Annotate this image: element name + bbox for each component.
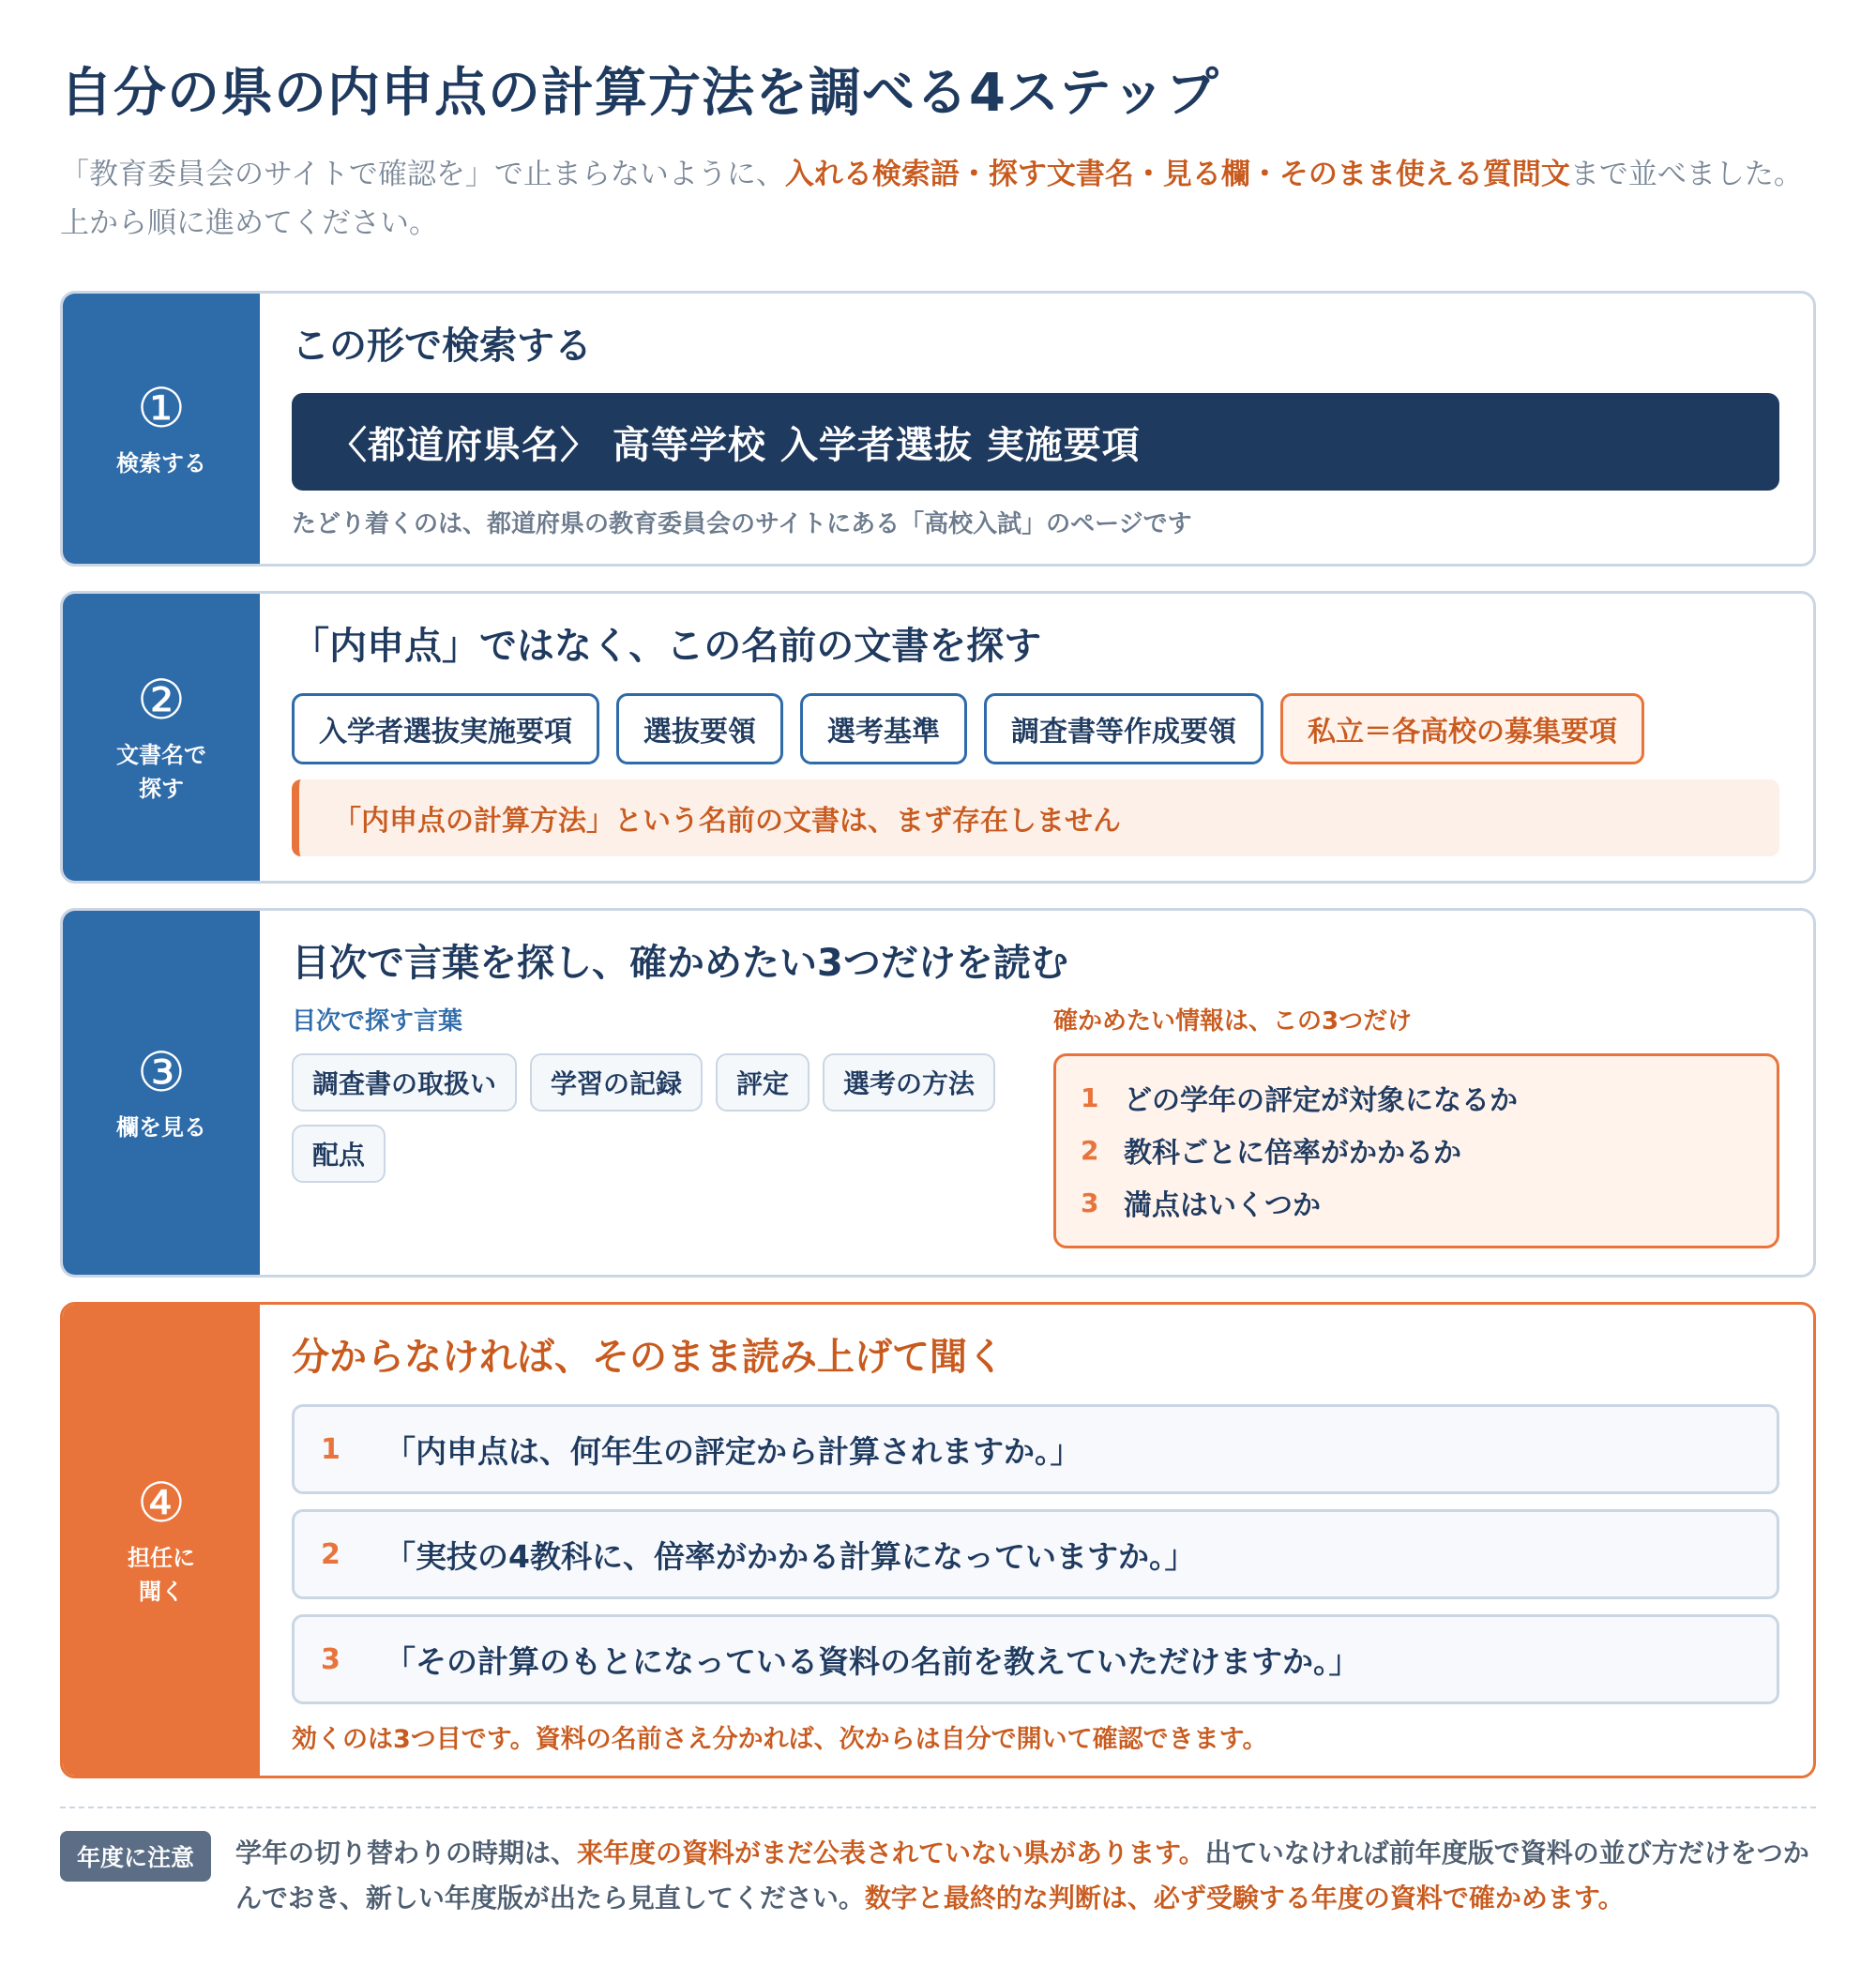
keyword-tag: 評定 <box>716 1053 809 1112</box>
step-3-title: 目次で言葉を探し、確かめたい3つだけを読む <box>292 942 1068 985</box>
step-1-card <box>60 291 1816 567</box>
footer-text-1: 学年の切り替わりの時期は、 <box>235 1837 578 1868</box>
toc-keywords-column <box>292 1003 1025 1248</box>
check-item-number: 2 <box>1081 1134 1099 1166</box>
step-4-number: ④ <box>137 1471 186 1535</box>
check-item-text: 満点はいくつか <box>1124 1189 1321 1222</box>
question-item <box>292 1404 1779 1494</box>
step-3-columns <box>292 1003 1779 1248</box>
doc-chip-private: 私立＝各高校の募集要項 <box>1280 693 1644 764</box>
footer-text-2: 出ていなければ前年度版で資料の並び方だけをつかんでおき、新しい年度版が出たら見直してください。 <box>235 1837 1809 1913</box>
doc-chip: 選抜要領 <box>616 693 783 764</box>
keyword-tag: 調査書の取扱い <box>292 1053 517 1112</box>
check-item-number: 3 <box>1081 1187 1099 1218</box>
step-2-title: 「内申点」ではなく、この名前の文書を探す <box>292 625 1042 668</box>
step-1-label: 検索する <box>116 450 206 476</box>
intro-text <box>60 150 1816 248</box>
step-3-content <box>260 911 1813 1275</box>
step-3-label: 欄を見る <box>116 1114 206 1141</box>
keyword-tag: 学習の記録 <box>530 1053 703 1112</box>
check-items-box <box>1053 1053 1779 1248</box>
step-2-card <box>60 591 1816 884</box>
check-item <box>1081 1071 1752 1124</box>
check-item <box>1081 1176 1752 1229</box>
toc-keywords-label: 目次で探す言葉 <box>292 1007 463 1036</box>
check-item <box>1081 1124 1752 1176</box>
step-3-number: ③ <box>137 1040 186 1104</box>
step-1-content <box>260 294 1813 564</box>
step-4-content <box>260 1305 1813 1776</box>
check-item-text: 教科ごとに倍率がかかるか <box>1124 1137 1461 1170</box>
step-4-badge <box>63 1305 260 1776</box>
intro-before: 「教育委員会のサイトで確認を」で止まらないように、 <box>60 158 785 191</box>
step-4-title: 分からなければ、そのまま読み上げて聞く <box>292 1336 1005 1379</box>
step-2-label: 文書名で 探す <box>116 742 206 802</box>
question-number: 1 <box>321 1432 340 1466</box>
question-text: 「実技の4教科に、倍率がかかる計算になっていますか。」 <box>385 1537 1196 1575</box>
intro-after: まで並べました。上から順に進めてください。 <box>60 158 1803 240</box>
footer <box>60 1831 1816 1921</box>
question-text: 「その計算のもとになっている資料の名前を教えていただけますか。」 <box>385 1642 1360 1680</box>
question-number: 2 <box>321 1537 340 1571</box>
check-item-text: どの学年の評定が対象になるか <box>1124 1084 1518 1117</box>
step-1-note: たどり着くのは、都道府県の教育委員会のサイトにある「高校入試」のページです <box>292 510 1192 538</box>
doc-chip: 入学者選抜実施要項 <box>292 693 599 764</box>
step-1-title: この形で検索する <box>292 325 592 368</box>
doc-chip: 調査書等作成要領 <box>984 693 1263 764</box>
footer-highlight-2: 数字と最終的な判断は、必ず受験する年度の資料で確かめます。 <box>864 1883 1625 1913</box>
question-number: 3 <box>321 1642 340 1676</box>
step-2-number: ② <box>137 668 186 732</box>
question-item <box>292 1509 1779 1599</box>
check-items-label: 確かめたい情報は、この3つだけ <box>1053 1007 1413 1036</box>
document-name-chips <box>292 693 1779 764</box>
intro-highlight: 入れる検索語・探す文書名・見る欄・そのまま使える質問文 <box>784 158 1570 191</box>
check-items-column <box>1053 1003 1779 1248</box>
step-2-content <box>260 594 1813 881</box>
step-3-badge <box>63 911 260 1275</box>
step-4-label: 担任に 聞く <box>128 1545 195 1605</box>
keyword-tag: 選考の方法 <box>823 1053 995 1112</box>
footer-tag: 年度に注意 <box>60 1831 211 1882</box>
check-item-number: 1 <box>1081 1081 1099 1113</box>
step-1-number: ① <box>137 376 186 440</box>
page-title: 自分の県の内申点の計算方法を調べる4ステップ <box>60 63 1219 124</box>
question-item <box>292 1614 1779 1704</box>
question-text: 「内申点は、何年生の評定から計算されますか。」 <box>385 1432 1082 1470</box>
footer-highlight-1: 来年度の資料がまだ公表されていない県があります。 <box>577 1837 1205 1868</box>
footer-divider <box>60 1807 1816 1808</box>
footer-text <box>235 1831 1816 1921</box>
step-4-note: 効くのは3つ目です。資料の名前さえ分かれば、次からは自分で開いて確認できます。 <box>292 1725 1268 1754</box>
step-1-badge <box>63 294 260 564</box>
step-2-badge <box>63 594 260 881</box>
doc-chip: 選考基準 <box>800 693 967 764</box>
keyword-tag: 配点 <box>292 1125 386 1183</box>
step-2-warning: 「内申点の計算方法」という名前の文書は、まず存在しません <box>292 779 1779 856</box>
step-3-card <box>60 908 1816 1278</box>
step-4-card <box>60 1302 1816 1778</box>
toc-keyword-tags <box>292 1053 1025 1183</box>
search-query-box[interactable]: 〈都道府県名〉 高等学校 入学者選抜 実施要項 <box>292 393 1779 491</box>
question-list <box>292 1404 1779 1704</box>
